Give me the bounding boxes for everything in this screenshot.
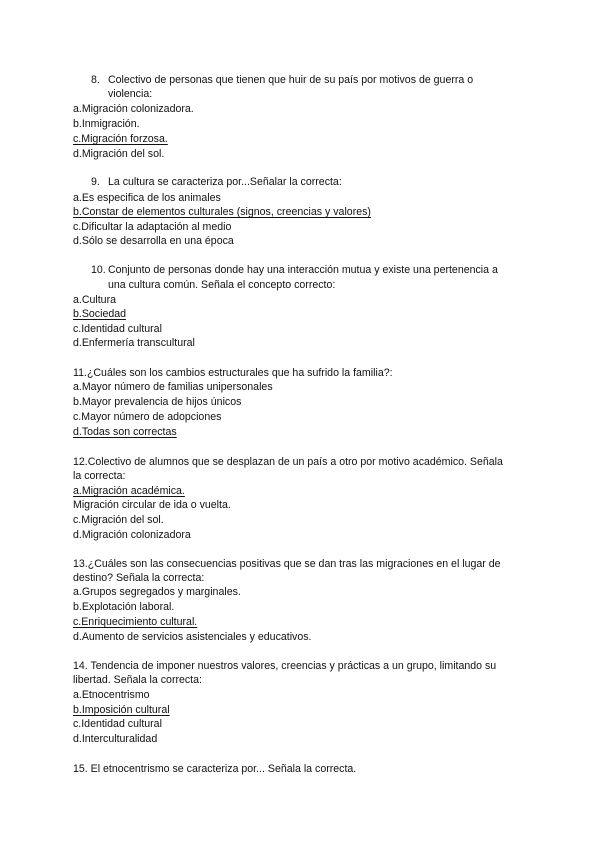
question-text-line: Colectivo de personas que tienen que huir de su país por motivos de guerra o [108, 74, 474, 86]
option-c: c.Identidad cultural [73, 718, 162, 730]
option-b-correct: b.Constar de elementos culturales (signos, creencias y valores) [73, 206, 371, 218]
question-number: 8. [91, 74, 100, 86]
option-d: d.Aumento de servicios asistenciales y educativos. [73, 631, 312, 643]
question-text-line: 12.Colectivo de alumnos que se desplazan de un país a otro por motivo académico. Señala [73, 456, 503, 468]
question-text-line: Conjunto de personas donde hay una interacción mutua y existe una pertenencia a [108, 264, 498, 276]
option-c-correct: c.Enriquecimiento cultural. [73, 616, 198, 628]
question-text-line: libertad. Señala la correcta: [73, 674, 202, 686]
option-a: a.Grupos segregados y marginales. [73, 586, 241, 598]
question-number: 9. [91, 176, 100, 188]
question-text-line: una cultura común. Señala el concepto correcto: [108, 279, 336, 291]
question-text-line: La cultura se caracteriza por...Señalar la correcta: [108, 176, 342, 188]
question-text-line: 14. Tendencia de imponer nuestros valores, creencias y prácticas a un grupo, limitando su [73, 660, 497, 672]
option-a: a.Mayor número de familias unipersonales [73, 381, 273, 393]
option-c: c.Migración del sol. [73, 514, 164, 526]
option-a: a.Migración colonizadora. [73, 103, 194, 115]
option-d: d.Migración del sol. [73, 148, 165, 160]
option-c-correct: c.Migración forzosa. [73, 133, 168, 145]
question-text-line: destino? Señala la correcta: [73, 572, 205, 584]
option-a-correct: a.Migración académica. [73, 485, 185, 497]
option-d: d.Enfermería transcultural [73, 337, 195, 349]
question-text-line: 13.¿Cuáles son las consecuencias positivas que se dan tras las migraciones en el lugar de [73, 558, 501, 570]
question-text-line: la correcta: [73, 470, 126, 482]
option-b-correct: b.Imposición cultural [73, 704, 170, 716]
option-d: d.Migración colonizadora [73, 529, 191, 541]
question-number: 10. [91, 264, 106, 276]
option-a: a.Es especifica de los animales [73, 192, 221, 204]
option-b: b.Explotación laboral. [73, 601, 175, 613]
option-d-correct: d.Todas son correctas [73, 426, 177, 438]
question-text-line: violencia: [108, 88, 153, 100]
question-text-line: 11.¿Cuáles son los cambios estructurales que ha sufrido la familia?: [73, 367, 393, 379]
option-a: a.Cultura [73, 294, 116, 306]
option-c: c.Identidad cultural [73, 323, 162, 335]
option-b-correct: b.Sociedad [73, 308, 127, 320]
option-b: b.Inmigración. [73, 118, 140, 130]
option-b: b.Mayor prevalencia de hijos únicos [73, 396, 242, 408]
option-d: d.Interculturalidad [73, 733, 158, 745]
option-c: c.Mayor número de adopciones [73, 411, 222, 423]
question-text-line: 15. El etnocentrismo se caracteriza por... Señala la correcta. [73, 763, 357, 775]
option-d: d.Sólo se desarrolla en una época [73, 235, 234, 247]
option-b: Migración circular de ida o vuelta. [73, 499, 231, 511]
option-c: c.Dificultar la adaptación al medio [73, 221, 232, 233]
option-a: a.Etnocentrismo [73, 689, 150, 701]
